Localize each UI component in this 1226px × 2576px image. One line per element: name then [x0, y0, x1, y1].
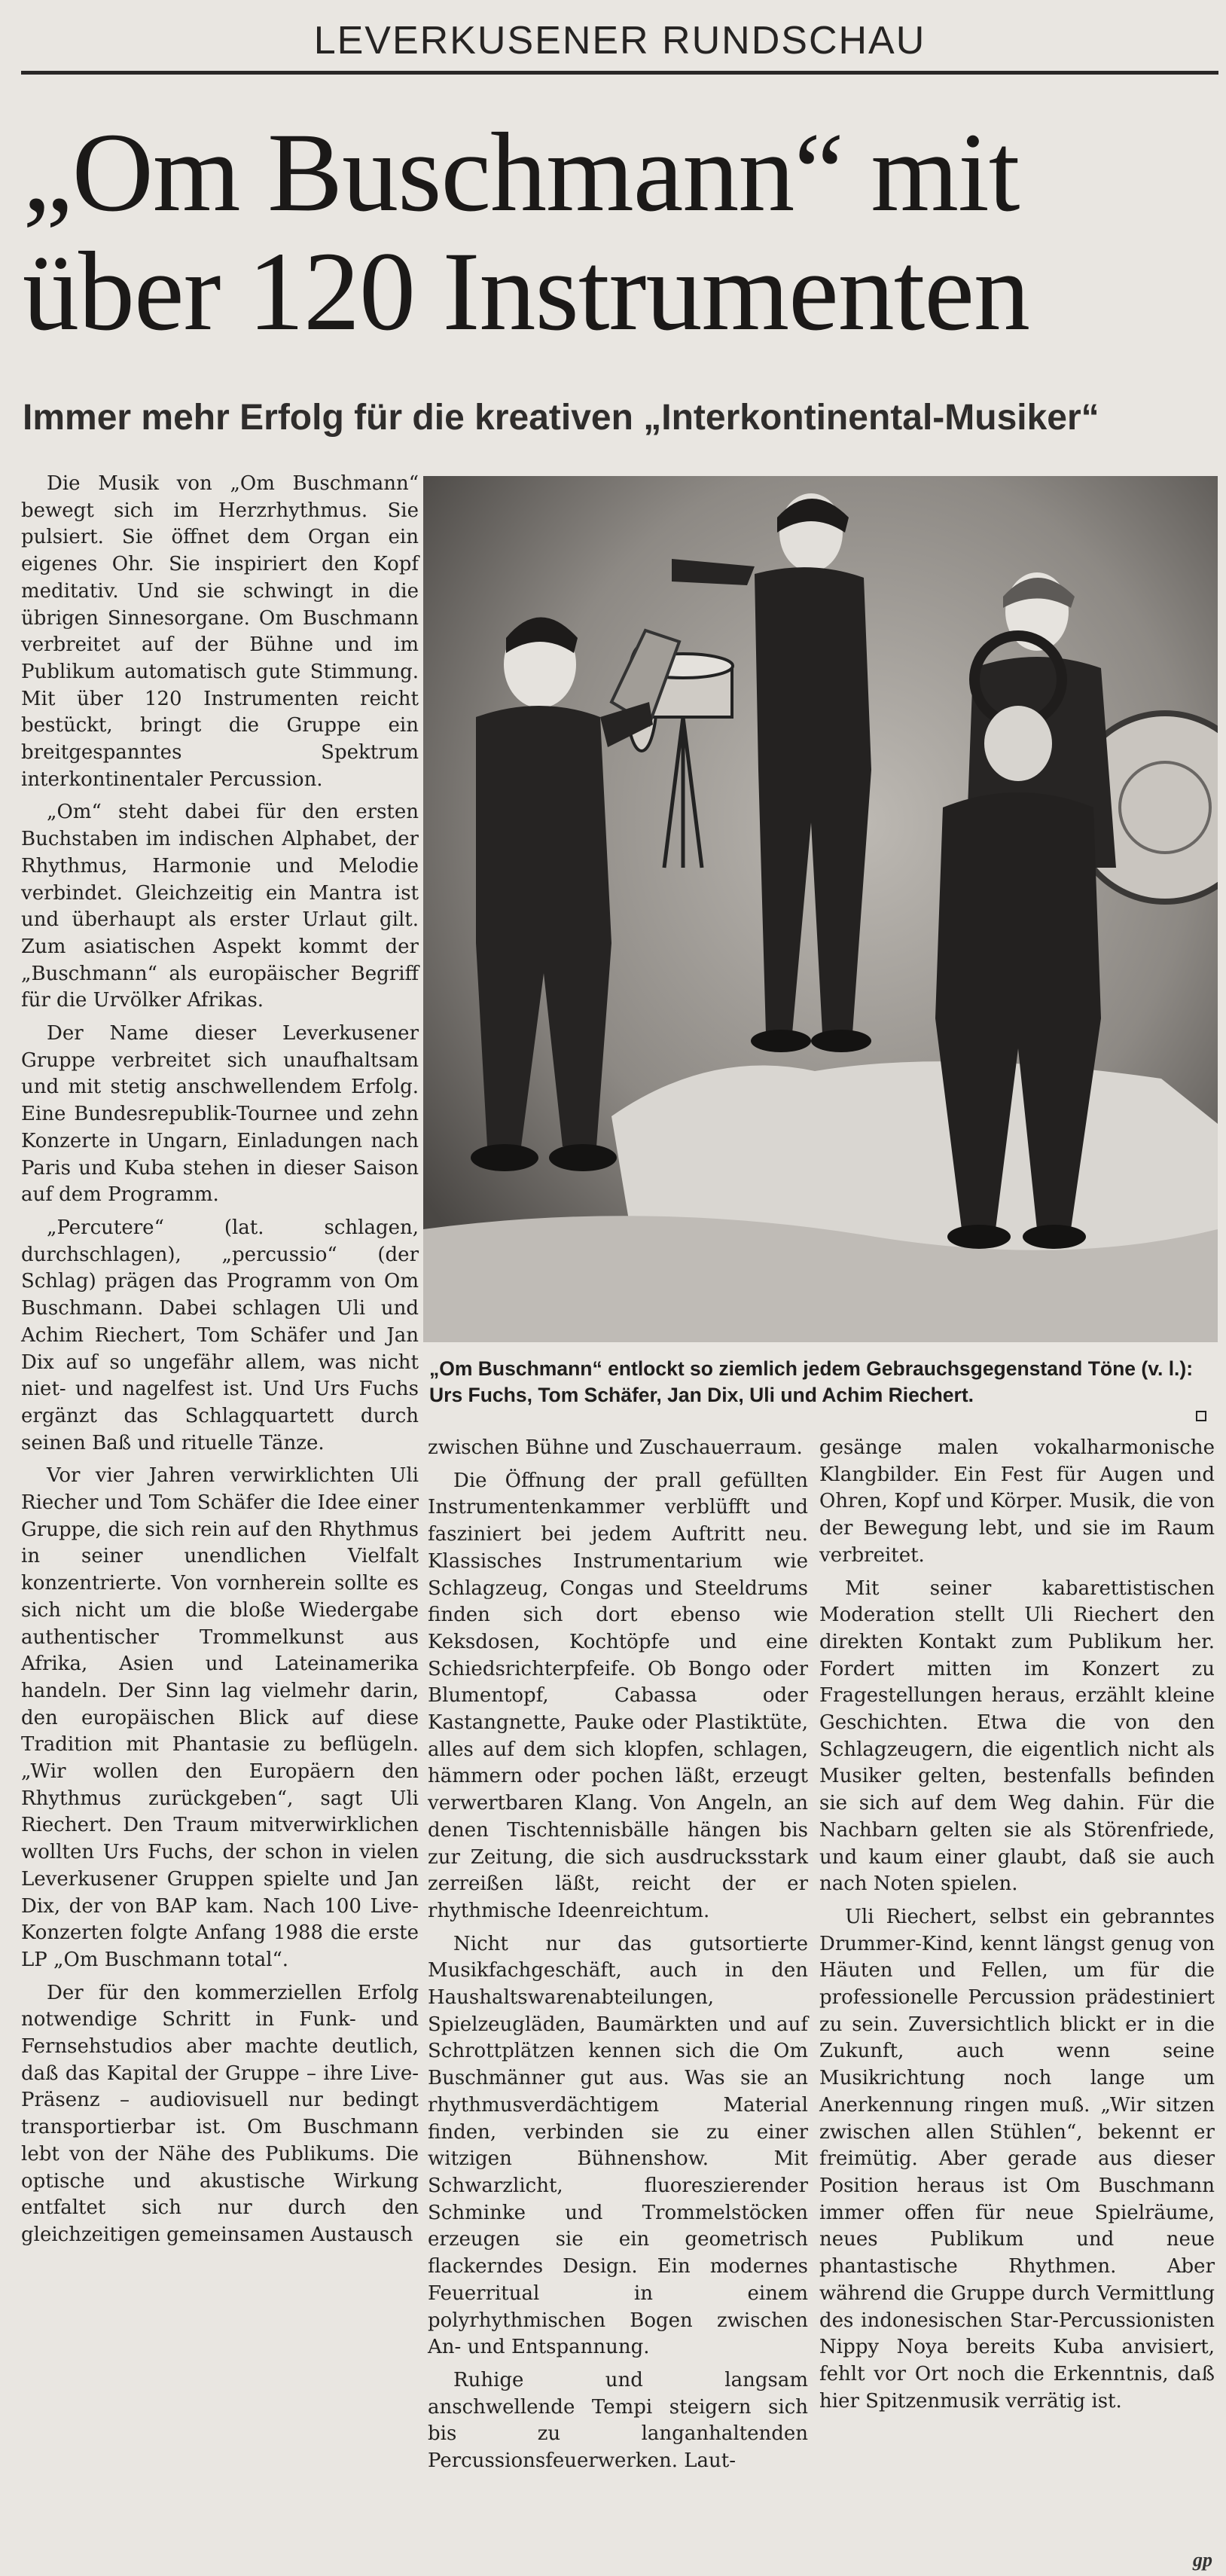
headline: [23, 110, 1220, 354]
paragraph: Der für den kommerziellen Erfolg notwendige Schritt in Funk- und Fernsehstudios aber machte deutlich, daß das Kapital der Gruppe – ihre Live-Präsenz – audiovisuell nur bedingt transportierbar ist. Om Buschmann lebt von der Nähe des Publikums. Die optische und akustische Wirkung entfaltet sich nur durch den gleichzeitigen gemeinsamen Austausch: [21, 1981, 419, 2246]
paragraph: zwischen Bühne und Zuschauerraum.: [428, 1436, 803, 1459]
paragraph: Nicht nur das gutsortierte Musikfachgeschäft, auch in den Haushaltswarenabteilungen, Spielzeugläden, Baumärkten und auf Schrottplätzen kennen sich die Om Buschmänner gut aus. Was sie an rhythmusverdächtigem Material finden, verbinden sie zu einer witzigen Bühnenshow. Mit Schwarzlicht, fluoreszierender Schminke und Trommelstöcken erzeugen sie ein geometrisch flackerndes Design. Ein modernes Feuerritual in einem polyrhythmischen Bogen zwischen An- und Entspannung.: [428, 1932, 808, 2359]
paragraph: gesänge malen vokalharmonische Klangbilder. Ein Fest für Augen und Ohren, Kopf und Körper. Musik, die von der Bewegung lebt, und sie im Raum verbreitet.: [819, 1436, 1215, 1567]
paragraph: Ruhige und langsam anschwellende Tempi steigern sich bis zu langanhaltenden Percussionsfeuerwerken. Laut-: [428, 2368, 808, 2473]
paragraph: Der Name dieser Leverkusener Gruppe verbreitet sich unaufhaltsam und mit stetig anschwellendem Erfolg. Eine Bundesrepublik-Tournee und zehn Konzerte in Ungarn, Einladungen nach Paris und Kuba stehen in dieser Saison auf dem Programm.: [21, 1022, 419, 1207]
band-photo: [423, 476, 1218, 1342]
headline-line-1: „Om Buschmann“ mit: [23, 110, 1020, 235]
paper-name: LEVERKUSENER RUNDSCHAU: [313, 19, 926, 63]
paragraph: „Om“ steht dabei für den ersten Buchstaben im indischen Alphabet, der Rhythmus, Harmonie und Melodie verbindet. Gleichzeitig ein Mantra ist und überhaupt als erster Urlaut gilt. Zum asiatischen Aspekt kommt der „Buschmann“ als europäischer Begriff für die Urvölker Afrikas.: [21, 801, 419, 1012]
paragraph: Die Musik von „Om Buschmann“ bewegt sich im Herzrhythmus. Sie pulsiert. Sie öffnet dem Organ ein eigenes Ohr. Sie inspiriert den Kopf meditativ. Und sie schwingt in die übrigen Sinnesorgane. Om Buschmann verbreitet auf der Bühne und im Publikum automatisch gute Stimmung. Mit über 120 Instrumenten reicht bestückt, bringt die Gruppe ein breitgespanntes Spektrum interkontinentaler Percussion.: [21, 472, 419, 791]
article-column-3: [819, 1435, 1215, 2415]
paragraph: Die Öffnung der prall gefüllten Instrumentenkammer verblüfft und fasziniert bei jedem Auftritt neu. Klassisches Instrumentarium wie Schlagzeug, Congas und Steeldrums finden sich dort ebenso wie Keksdosen, Kochtöpfe und eine Schiedsrichterpfeife. Ob Bongo oder Blumentopf, Cabassa oder Kastangnette, Pauke oder Plastiktüte, alles auf dem sich klopfen, schlagen, hämmern oder pochen läßt, erzeugt verwertbaren Klang. Von Angeln, an denen Tischtennisbälle hängen bis zur Zeitung, die sich ausdrucksstark zerreißen läßt, reicht der er rhythmische Ideenreichtum.: [428, 1469, 808, 1922]
subheadline: Immer mehr Erfolg für die kreativen „Interkontinental-Musiker“: [23, 398, 1099, 438]
paragraph: Uli Riechert, selbst ein gebranntes Drummer-Kind, kennt längst genug von Häuten und Fellen, um für die professionelle Percussion prädestiniert zu sein. Zuversichtlich blickt er in die Zukunft, auch wenn seine Musikrichtung noch lange um Anerkennung ringen muß. „Wir sitzen zwischen allen Stühlen“, bekennt er freimütig. Aber gerade aus dieser Position heraus ist Om Buschmann immer offen für neue Spielräume, neues Publikum und neue phantastische Rhythmen. Aber während die Gruppe durch Vermittlung des indonesischen Star-Percussionisten Nippy Noya bereits Kuba anvisiert, fehlt vor Ort noch die Erkenntnis, daß hier Spitzenmusik verrätig ist.: [819, 1905, 1215, 2413]
article-column-1: [21, 471, 419, 2249]
band-photo-illustration: [423, 476, 1218, 1342]
paragraph: „Percutere“ (lat. schlagen, durchschlagen), „percussio“ (der Schlag) prägen das Programm von Om Buschmann. Dabei schlagen Uli und Achim Riechert, Tom Schäfer und Jan Dix auf so ungefähr allem, was nicht niet- und nagelfest ist. Und Urs Fuchs ergänzt das Schlagquartett durch seinen Baß und rituelle Tänze.: [21, 1216, 419, 1454]
end-mark: [1196, 1411, 1206, 1421]
paragraph: Vor vier Jahren verwirklichten Uli Riecher und Tom Schäfer die Idee einer Gruppe, die sich rein auf den Rhythmus in seiner unendlichen Vielfalt konzentrierte. Von vornherein sollte es sich nicht um die bloße Wiedergabe authentischer Trommelkunst aus Afrika, Asien und Lateinamerika handeln. Der Sinn lag vielmehr darin, den europäischen Blick auf diese Tradition mit Phantasie zu beflügeln. „Wir wollen den Europäern den Rhythmus zurückgeben“, sagt Uli Riechert. Den Traum mitverwirklichen wollten Urs Fuchs, der schon in vielen Leverkusener Gruppen spielte und Jan Dix, der von BAP kam. Nach 100 Live-Konzerten folgte Anfang 1988 die erste LP „Om Buschmann total“.: [21, 1464, 419, 1971]
paragraph: Mit seiner kabarettistischen Moderation stellt Uli Riechert den direkten Kontakt zum Publikum her. Fordert mitten im Konzert zu Fragestellungen heraus, erzählt kleine Geschichten. Etwa die von den Schlagzeugern, die eigentlich nicht als Musiker gelten, bestenfalls befinden sie sich auf dem Weg dahin. Für die Nachbarn gelten sie als Störenfriede, und kaum einer glaubt, daß sie auch nach Noten spielen.: [819, 1576, 1215, 1896]
photo-caption: „Om Buschmann“ entlockt so ziemlich jedem Gebrauchsgegenstand Töne (v. l.): Urs Fuchs, Tom Schäfer, Jan Dix, Uli und Achim Riechert.: [429, 1357, 1194, 1406]
author-signature: gp: [1193, 2549, 1212, 2571]
headline-line-2: über 120 Instrumenten: [23, 229, 1029, 354]
masthead: [21, 11, 1218, 75]
article-column-2: [428, 1435, 808, 2475]
